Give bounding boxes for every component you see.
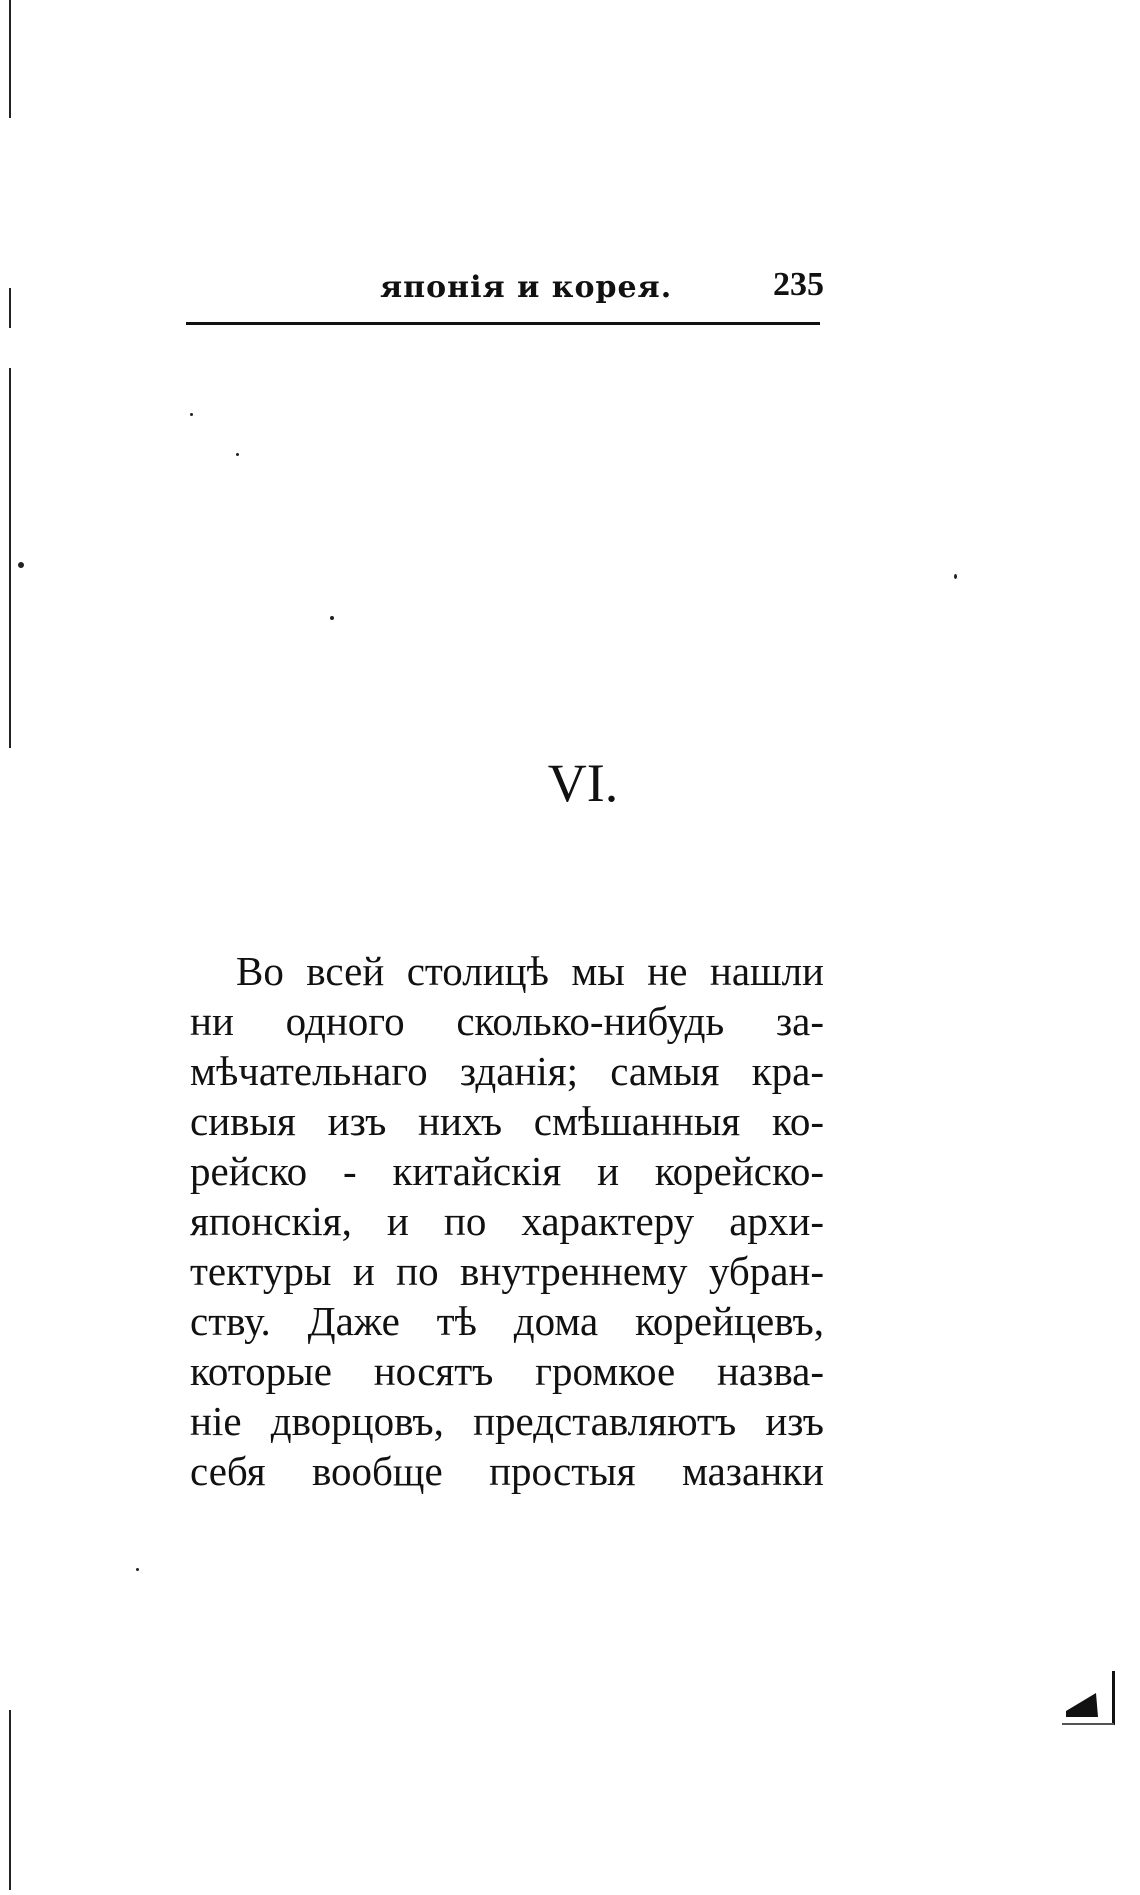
scan-speck [236,453,239,456]
text-line: рейско - китайскія и корейско- [190,1148,824,1194]
running-head [188,266,824,310]
running-title: японія и корея. [380,270,673,305]
scan-speck [330,616,334,620]
text-line: сивыя изъ нихъ смѣшанныя ко- [190,1098,824,1144]
text-line: тектуры и по внутреннему убран- [190,1248,824,1294]
scan-speck [190,413,193,416]
text-line: себя вообще простыя мазанки [190,1448,824,1494]
scan-corner-mark-icon [1062,1667,1122,1727]
edge-segment [9,0,11,118]
text-line: Во всей столицѣ мы не нашли [236,948,824,994]
text-line: мѣчательнаго зданія; самыя кра- [190,1048,824,1094]
page-number: 235 [773,266,824,303]
scan-left-edge [9,0,12,1895]
edge-segment [9,1710,11,1890]
text-line: которые носятъ громкое назва- [190,1348,824,1394]
scan-speck [136,1568,139,1571]
body-text [190,946,824,1496]
scan-speck [18,562,24,568]
header-rule [186,322,820,325]
edge-segment [9,288,11,328]
text-line: японскія, и по характеру архи- [190,1198,824,1244]
edge-segment [9,368,11,748]
scan-speck [954,574,957,579]
text-line: ству. Даже тѣ дома корейцевъ, [190,1298,824,1344]
text-line: ніе дворцовъ, представляютъ изъ [190,1398,824,1444]
chapter-number: VI. [547,753,619,813]
text-line: ни одного сколько-нибудь за- [190,998,824,1044]
